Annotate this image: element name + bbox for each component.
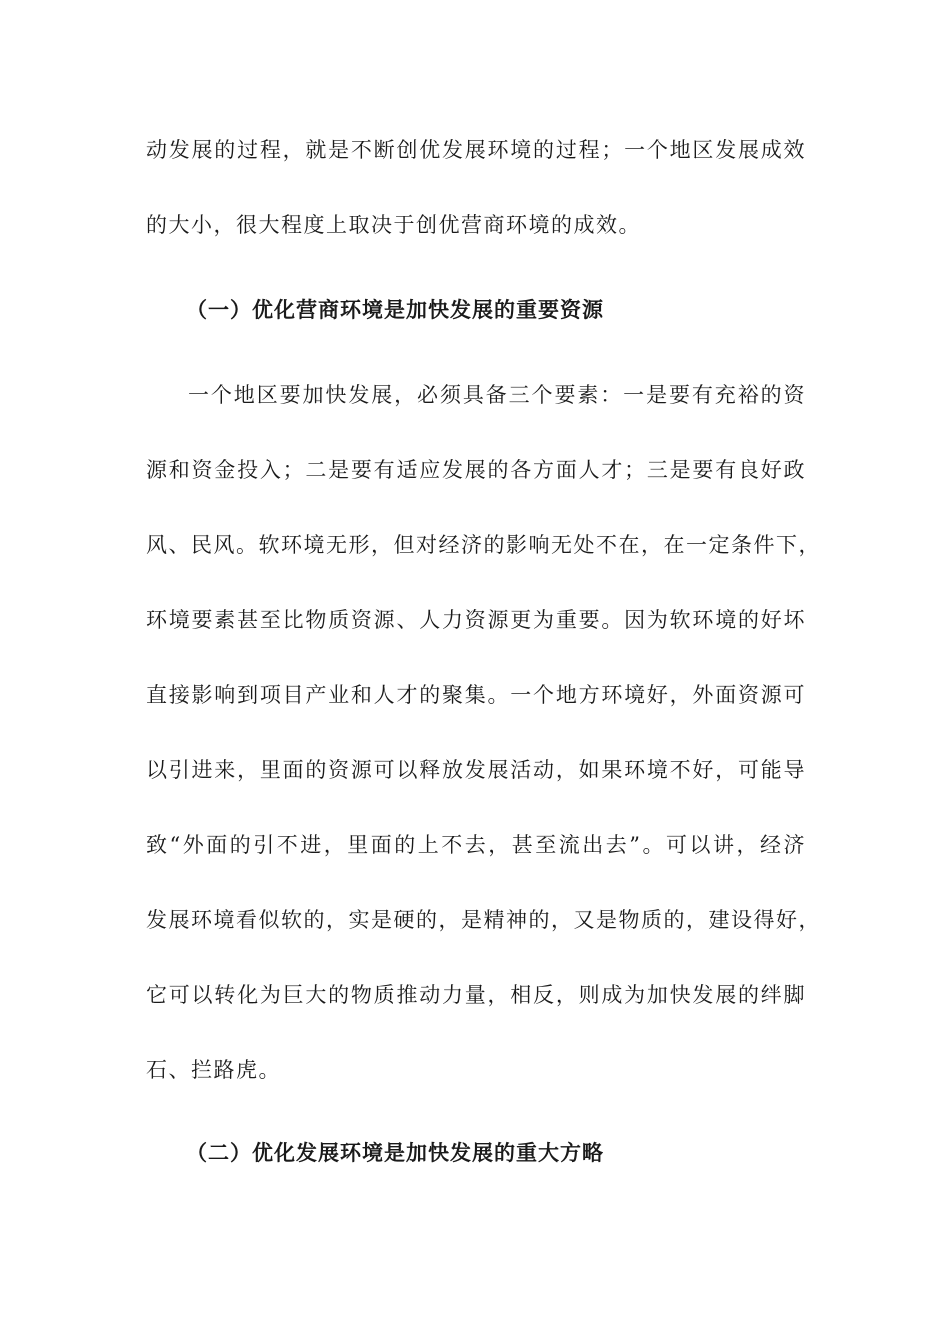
text-line: 源和资金投入；二是要有适应发展的各方面人才；三是要有良好政 xyxy=(146,458,806,482)
text-line: 石、拦路虎。 xyxy=(146,1058,281,1082)
section-heading-1: （一）优化营商环境是加快发展的重要资源 xyxy=(186,297,604,322)
text-line: 致“外面的引不进，里面的上不去，甚至流出去”。可以讲，经济 xyxy=(146,833,806,857)
text-line: 动发展的过程，就是不断创优发展环境的过程；一个地区发展成效 xyxy=(146,138,806,162)
text-line: 以引进来，里面的资源可以释放发展活动，如果环境不好，可能导 xyxy=(146,758,806,782)
text-line: 发展环境看似软的，实是硬的，是精神的，又是物质的，建设得好， xyxy=(146,908,821,932)
text-line: 的大小，很大程度上取决于创优营商环境的成效。 xyxy=(146,213,641,237)
text-line: 直接影响到项目产业和人才的聚集。一个地方环境好，外面资源可 xyxy=(146,683,806,707)
text-line: 风、民风。软环境无形，但对经济的影响无处不在，在一定条件下， xyxy=(146,533,821,557)
section-heading-2: （二）优化发展环境是加快发展的重大方略 xyxy=(186,1140,604,1165)
paragraph-first-line: 一个地区要加快发展，必须具备三个要素：一是要有充裕的资 xyxy=(188,383,806,407)
text-line: 它可以转化为巨大的物质推动力量，相反，则成为加快发展的绊脚 xyxy=(146,983,806,1007)
text-line: 环境要素甚至比物质资源、人力资源更为重要。因为软环境的好坏 xyxy=(146,608,806,632)
